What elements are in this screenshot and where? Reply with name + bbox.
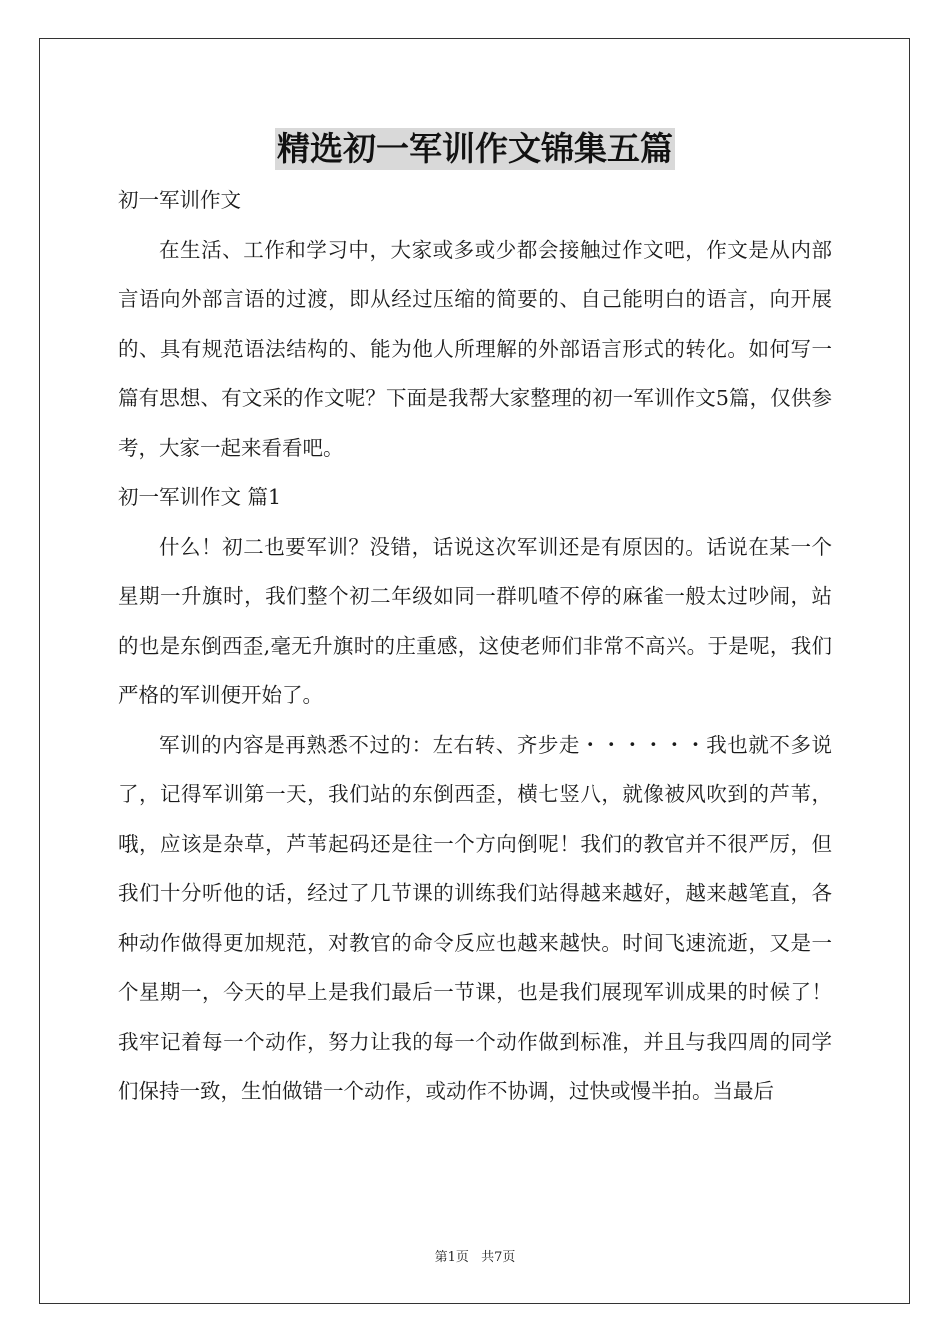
page-total: 共7页: [481, 1250, 516, 1265]
page-footer: [0, 1246, 950, 1265]
title-container: [0, 128, 950, 170]
page-number: 第1页: [434, 1250, 469, 1265]
paragraph: 什么！初二也要军训？没错，话说这次军训还是有原因的。话说在某一个星期一升旗时，我们整个初二年级如同一群叽喳不停的麻雀一般太过吵闹，站的也是东倒西歪,毫无升旗时的庄重感，这使老师们非常不高兴。于是呢，我们严格的军训便开始了。: [118, 534, 832, 707]
section-heading: 初一军训作文 篇1: [118, 485, 282, 509]
document-body: [118, 176, 832, 1117]
section-heading: 初一军训作文: [118, 188, 241, 212]
paragraph: 在生活、工作和学习中，大家或多或少都会接触过作文吧，作文是从内部言语向外部言语的过渡，即从经过压缩的简要的、自己能明白的语言，向开展的、具有规范语法结构的、能为他人所理解的外部语言形式的转化。如何写一篇有思想、有文采的作文呢？下面是我帮大家整理的初一军训作文5篇，仅供参考，大家一起来看看吧。: [118, 237, 832, 460]
document-title: 精选初一军训作文锦集五篇: [277, 129, 673, 168]
paragraph: 军训的内容是再熟悉不过的：左右转、齐步走・・・・・・我也就不多说了，记得军训第一天，我们站的东倒西歪，横七竖八，就像被风吹到的芦苇，哦，应该是杂草，芦苇起码还是往一个方向倒呢！我们的教官并不很严厉，但我们十分听他的话，经过了几节课的训练我们站得越来越好，越来越笔直，各种动作做得更加规范，对教官的命令反应也越来越快。时间飞速流逝，又是一个星期一，今天的早上是我们最后一节课，也是我们展现军训成果的时候了！我牢记着每一个动作，努力让我的每一个动作做到标准，并且与我四周的同学们保持一致，生怕做错一个动作，或动作不协调，过快或慢半拍。当最后: [118, 732, 832, 1103]
